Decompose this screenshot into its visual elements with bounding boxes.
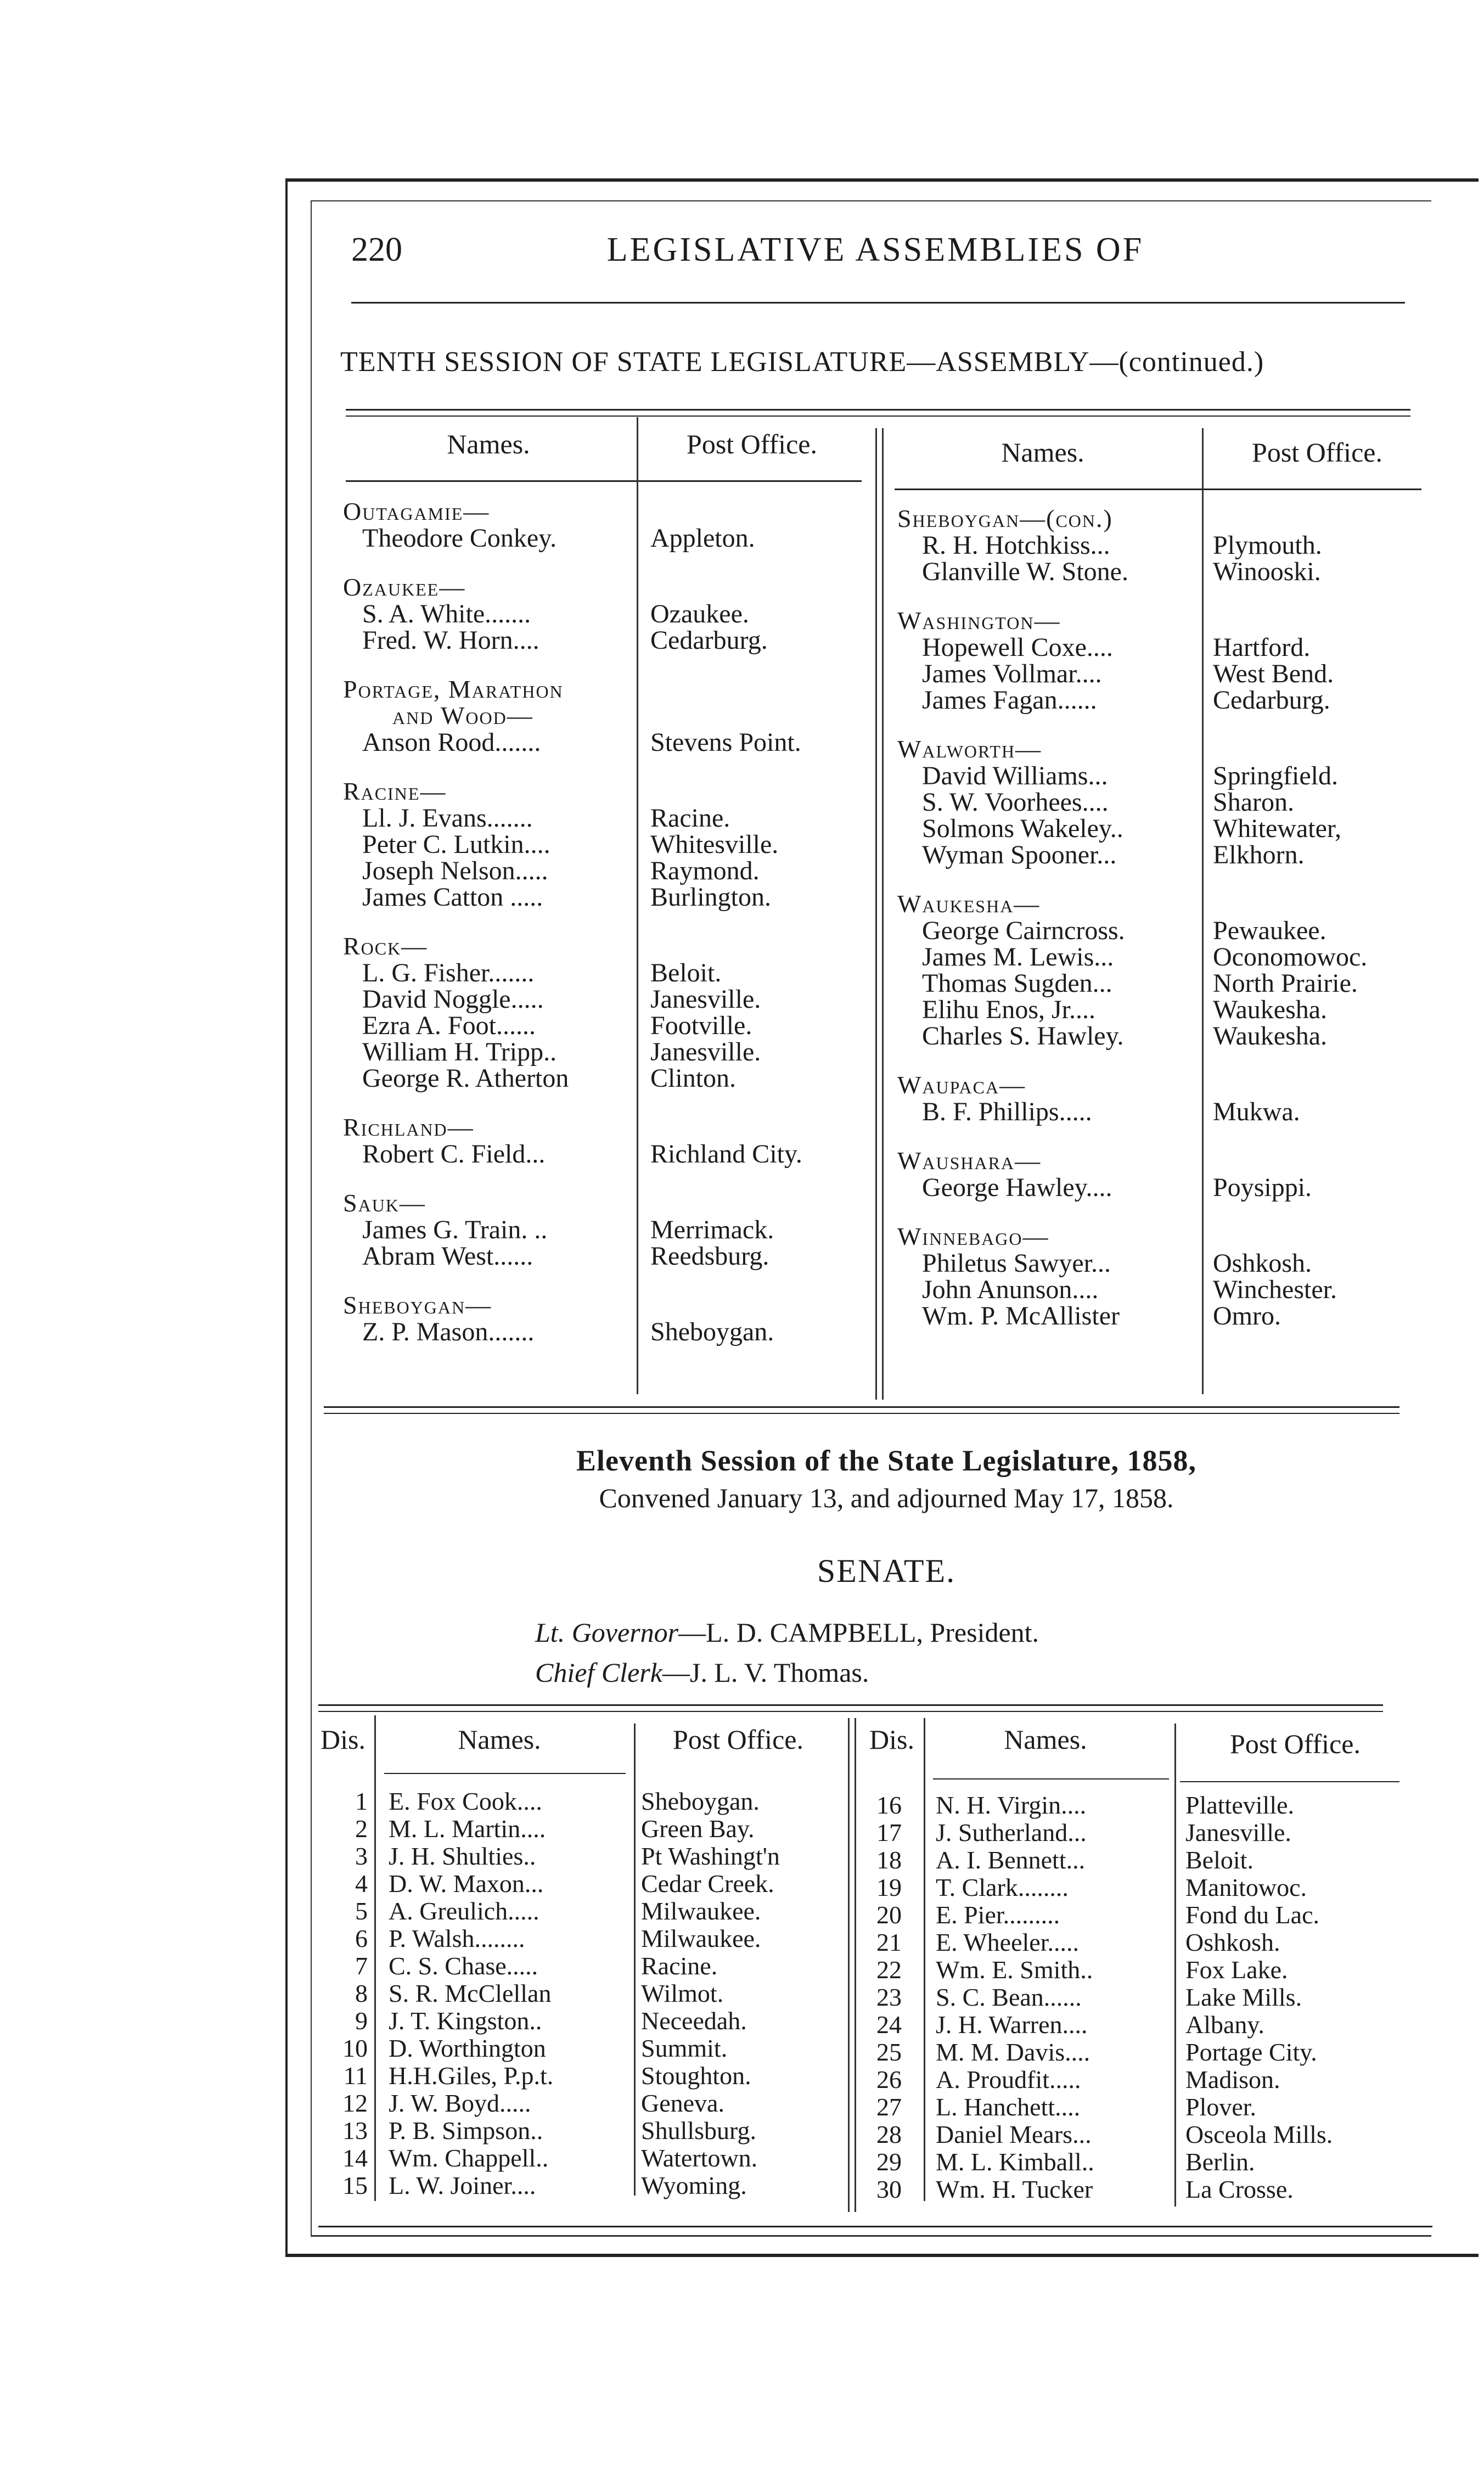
senator-post-office: Osceola Mills. bbox=[1185, 2120, 1333, 2148]
senator-post-office: Summit. bbox=[641, 2034, 728, 2062]
member-post-office: Racine. bbox=[650, 804, 730, 833]
county-name: Walworth— bbox=[897, 735, 1042, 763]
column-divider-middle-2 bbox=[855, 1718, 856, 2212]
member-post-office: Sharon. bbox=[1213, 788, 1294, 817]
member-name: Ll. J. Evans....... bbox=[362, 804, 533, 833]
member-post-office: Oshkosh. bbox=[1213, 1249, 1312, 1278]
member-post-office: Plymouth. bbox=[1213, 531, 1322, 560]
district-number: 21 bbox=[876, 1928, 902, 1956]
member-post-office: Cedarburg. bbox=[650, 626, 768, 655]
member-name: Peter C. Lutkin.... bbox=[362, 830, 550, 859]
lt-governor-value: —L. D. CAMPBELL, President. bbox=[678, 1617, 1039, 1648]
senator-post-office: Plover. bbox=[1185, 2093, 1257, 2121]
header-underline-names-right bbox=[933, 1778, 1169, 1779]
assembly-top-rule-2 bbox=[346, 416, 1410, 417]
county-name-cont: and Wood— bbox=[392, 701, 533, 729]
senator-post-office: Neceedah. bbox=[641, 2007, 747, 2035]
district-number: 24 bbox=[876, 2011, 902, 2039]
member-post-office: Raymond. bbox=[650, 856, 760, 885]
district-number: 6 bbox=[355, 1924, 368, 1952]
member-post-office: North Prairie. bbox=[1213, 969, 1358, 998]
member-post-office: Hartford. bbox=[1213, 633, 1311, 662]
senate-top-rule-1 bbox=[318, 1704, 1383, 1706]
header-underline-left bbox=[346, 480, 862, 482]
senator-post-office: Manitowoc. bbox=[1185, 1873, 1307, 1901]
senator-name: S. C. Bean...... bbox=[936, 1983, 1082, 2011]
page-header bbox=[340, 231, 1410, 274]
district-number: 1 bbox=[355, 1787, 368, 1815]
member-post-office: Clinton. bbox=[650, 1064, 737, 1093]
col-post-right: Post Office. bbox=[1252, 437, 1382, 468]
county-name: Winnebago— bbox=[897, 1222, 1049, 1250]
senator-name: Wm. Chappell.. bbox=[389, 2144, 549, 2172]
eleventh-session-title: Eleventh Session of the State Legislature, 1858, bbox=[576, 1444, 1196, 1477]
senator-post-office: Madison. bbox=[1185, 2065, 1280, 2093]
member-name: James G. Train. .. bbox=[362, 1215, 548, 1244]
member-name: Anson Rood....... bbox=[362, 728, 541, 757]
district-number: 3 bbox=[355, 1842, 368, 1870]
chief-clerk-line bbox=[535, 1657, 869, 1688]
post-divider-left bbox=[634, 1724, 636, 2196]
chief-clerk-value: —J. L. V. Thomas. bbox=[662, 1657, 869, 1688]
district-number: 20 bbox=[876, 1901, 902, 1929]
county-name: Portage, Marathon bbox=[343, 675, 564, 703]
district-number: 17 bbox=[876, 1818, 902, 1846]
district-number: 11 bbox=[343, 2062, 368, 2090]
column-divider-right-post bbox=[1202, 428, 1204, 1394]
senator-name: A. Greulich..... bbox=[389, 1897, 539, 1925]
senator-name: C. S. Chase..... bbox=[389, 1952, 538, 1980]
running-head: LEGISLATIVE ASSEMBLIES OF bbox=[606, 231, 1144, 268]
assembly-bottom-rule-2 bbox=[324, 1413, 1399, 1414]
member-name: Z. P. Mason....... bbox=[362, 1317, 535, 1346]
county-name: Outagamie— bbox=[343, 497, 490, 525]
senator-name: A. I. Bennett... bbox=[936, 1846, 1086, 1874]
senator-post-office: Beloit. bbox=[1185, 1846, 1253, 1874]
district-number: 30 bbox=[876, 2175, 902, 2203]
senator-name: J. T. Kingston.. bbox=[389, 2007, 542, 2035]
district-number: 29 bbox=[876, 2148, 902, 2176]
chief-clerk-label: Chief Clerk bbox=[535, 1657, 662, 1688]
senator-name: D. W. Maxon... bbox=[389, 1870, 544, 1898]
senator-name: L. W. Joiner.... bbox=[389, 2171, 536, 2199]
member-name: James Catton ..... bbox=[362, 883, 543, 912]
member-name: B. F. Phillips..... bbox=[922, 1097, 1092, 1126]
dis-divider-left bbox=[374, 1715, 376, 2201]
col-post-left: Post Office. bbox=[687, 429, 817, 459]
senator-name: E. Fox Cook.... bbox=[389, 1787, 542, 1815]
member-name: John Anunson.... bbox=[922, 1275, 1099, 1304]
senator-name: E. Pier......... bbox=[936, 1901, 1060, 1929]
member-name: George R. Atherton bbox=[362, 1064, 569, 1093]
county-name: Washington— bbox=[897, 607, 1061, 635]
senator-post-office: Racine. bbox=[641, 1952, 718, 1980]
member-post-office: Waukesha. bbox=[1213, 995, 1328, 1024]
senator-post-office: La Crosse. bbox=[1185, 2175, 1294, 2203]
senator-post-office: Lake Mills. bbox=[1185, 1983, 1302, 2011]
senator-post-office: Fox Lake. bbox=[1185, 1956, 1288, 1984]
lt-governor-line bbox=[535, 1616, 1039, 1648]
member-name: Elihu Enos, Jr.... bbox=[922, 995, 1096, 1024]
senator-name: P. B. Simpson.. bbox=[389, 2117, 543, 2145]
senator-post-office: Geneva. bbox=[641, 2089, 724, 2117]
county-name: Sauk— bbox=[343, 1189, 426, 1217]
member-post-office: Janesville. bbox=[650, 1037, 761, 1066]
district-number: 4 bbox=[355, 1870, 368, 1898]
senate-heading: SENATE. bbox=[817, 1553, 956, 1589]
senator-post-office: Shullsburg. bbox=[641, 2117, 757, 2145]
district-number: 15 bbox=[342, 2171, 368, 2199]
member-name: S. A. White....... bbox=[362, 599, 531, 628]
member-name: Wm. P. McAllister bbox=[922, 1301, 1120, 1331]
col-names-left: Names. bbox=[458, 1724, 541, 1755]
member-name: George Cairncross. bbox=[922, 916, 1125, 945]
district-number: 7 bbox=[355, 1952, 368, 1980]
assembly-bottom-rule-1 bbox=[324, 1406, 1399, 1408]
column-divider-middle bbox=[875, 428, 877, 1400]
county-name: Waushara— bbox=[897, 1147, 1042, 1175]
district-number: 16 bbox=[876, 1791, 902, 1819]
dis-divider-right bbox=[924, 1718, 925, 2201]
member-post-office: Footville. bbox=[650, 1011, 752, 1040]
member-name: Thomas Sugden... bbox=[922, 969, 1112, 998]
convened-line: Convened January 13, and adjourned May 17, 1858. bbox=[599, 1483, 1174, 1513]
member-post-office: Merrimack. bbox=[650, 1215, 774, 1244]
member-post-office: Richland City. bbox=[650, 1139, 802, 1169]
member-post-office: Pewaukee. bbox=[1213, 916, 1326, 945]
senator-name: J. H. Warren.... bbox=[936, 2011, 1088, 2039]
senator-name: Wm. H. Tucker bbox=[936, 2175, 1093, 2203]
senator-name: N. H. Virgin.... bbox=[936, 1791, 1087, 1819]
senator-post-office: Cedar Creek. bbox=[641, 1870, 774, 1898]
member-post-office: Whitesville. bbox=[650, 830, 779, 859]
county-name: Waukesha— bbox=[897, 890, 1041, 918]
member-post-office: Cedarburg. bbox=[1213, 686, 1330, 715]
senator-name: M. M. Davis.... bbox=[936, 2038, 1090, 2066]
district-number: 5 bbox=[355, 1897, 368, 1925]
member-name: William H. Tripp.. bbox=[362, 1037, 557, 1066]
county-name: Waupaca— bbox=[897, 1071, 1026, 1099]
member-name: Charles S. Hawley. bbox=[922, 1021, 1124, 1051]
header-underline-names-left bbox=[384, 1773, 626, 1774]
lt-governor-label: Lt. Governor bbox=[535, 1617, 679, 1648]
district-number: 28 bbox=[876, 2120, 902, 2148]
district-number: 13 bbox=[342, 2117, 368, 2145]
header-underline-post-right bbox=[1180, 1781, 1399, 1782]
senator-name: Daniel Mears... bbox=[936, 2120, 1092, 2148]
senator-post-office: Oshkosh. bbox=[1185, 1928, 1280, 1956]
member-post-office: Oconomowoc. bbox=[1213, 942, 1368, 972]
senator-name: J. H. Shulties.. bbox=[389, 1842, 536, 1870]
senator-post-office: Fond du Lac. bbox=[1185, 1901, 1320, 1929]
assembly-title: TENTH SESSION OF STATE LEGISLATURE—ASSEMBLY—(continued.) bbox=[340, 346, 1264, 378]
county-name: Racine— bbox=[343, 777, 447, 805]
page-number: 220 bbox=[351, 231, 402, 268]
district-number: 27 bbox=[876, 2093, 902, 2121]
district-number: 25 bbox=[876, 2038, 902, 2066]
member-name: Robert C. Field... bbox=[362, 1139, 546, 1169]
member-name: Ezra A. Foot...... bbox=[362, 1011, 536, 1040]
member-post-office: Sheboygan. bbox=[650, 1317, 774, 1346]
member-name: David Williams... bbox=[922, 761, 1108, 790]
senate-top-rule-2 bbox=[318, 1711, 1383, 1712]
senator-post-office: Albany. bbox=[1185, 2011, 1264, 2039]
senator-post-office: Milwaukee. bbox=[641, 1897, 761, 1925]
county-name: Richland— bbox=[343, 1113, 474, 1141]
senator-name: Wm. E. Smith.. bbox=[936, 1956, 1093, 1984]
district-number: 9 bbox=[355, 2007, 368, 2035]
member-name: Philetus Sawyer... bbox=[922, 1249, 1111, 1278]
member-post-office: Omro. bbox=[1213, 1301, 1281, 1331]
assembly-top-rule-1 bbox=[346, 409, 1410, 411]
senator-post-office: Wilmot. bbox=[641, 1979, 724, 2007]
column-divider-middle bbox=[848, 1718, 850, 2212]
district-number: 2 bbox=[355, 1815, 368, 1843]
senator-post-office: Berlin. bbox=[1185, 2148, 1255, 2176]
county-name: Sheboygan—(con.) bbox=[897, 504, 1113, 532]
county-name: Ozaukee— bbox=[343, 573, 466, 601]
county-name: Rock— bbox=[343, 932, 428, 960]
member-post-office: Stevens Point. bbox=[650, 728, 801, 757]
senator-post-office: Watertown. bbox=[641, 2144, 758, 2172]
member-name: Glanville W. Stone. bbox=[922, 557, 1128, 586]
member-name: David Noggle..... bbox=[362, 985, 544, 1014]
column-divider-left-post bbox=[637, 417, 638, 1394]
district-number: 23 bbox=[876, 1983, 902, 2011]
district-number: 19 bbox=[876, 1873, 902, 1901]
member-post-office: Reedsburg. bbox=[650, 1242, 769, 1271]
senator-name: M. L. Kimball.. bbox=[936, 2148, 1094, 2176]
senator-post-office: Wyoming. bbox=[641, 2171, 747, 2199]
district-number: 12 bbox=[342, 2089, 368, 2117]
senator-name: E. Wheeler..... bbox=[936, 1928, 1079, 1956]
member-name: S. W. Voorhees.... bbox=[922, 788, 1109, 817]
member-name: R. H. Hotchkiss... bbox=[922, 531, 1110, 560]
county-name: Sheboygan— bbox=[343, 1291, 492, 1319]
member-post-office: Beloit. bbox=[650, 958, 722, 987]
district-number: 14 bbox=[342, 2144, 368, 2172]
member-name: Fred. W. Horn.... bbox=[362, 626, 539, 655]
senator-post-office: Green Bay. bbox=[641, 1815, 755, 1843]
member-name: Theodore Conkey. bbox=[362, 524, 557, 553]
member-post-office: Burlington. bbox=[650, 883, 772, 912]
member-post-office: Whitewater, bbox=[1213, 814, 1341, 843]
member-name: L. G. Fisher....... bbox=[362, 958, 535, 987]
col-names-left: Names. bbox=[447, 429, 530, 459]
member-name: James M. Lewis... bbox=[922, 942, 1114, 972]
senator-name: L. Hanchett.... bbox=[936, 2093, 1081, 2121]
member-post-office: Poysippi. bbox=[1213, 1173, 1312, 1202]
member-post-office: Mukwa. bbox=[1213, 1097, 1300, 1126]
member-name: George Hawley.... bbox=[922, 1173, 1112, 1202]
member-name: Hopewell Coxe.... bbox=[922, 633, 1113, 662]
col-dis-right: Dis. bbox=[869, 1724, 914, 1755]
senator-post-office: Platteville. bbox=[1185, 1791, 1295, 1819]
member-post-office: Appleton. bbox=[650, 524, 755, 553]
senator-post-office: Janesville. bbox=[1185, 1818, 1291, 1846]
district-number: 8 bbox=[355, 1979, 368, 2007]
header-rule bbox=[351, 302, 1405, 304]
senator-name: J. Sutherland... bbox=[936, 1818, 1087, 1846]
post-divider-right bbox=[1174, 1724, 1176, 2207]
senator-name: P. Walsh........ bbox=[389, 1924, 525, 1952]
senate-bottom-rule bbox=[318, 2226, 1432, 2227]
senator-post-office: Milwaukee. bbox=[641, 1924, 761, 1952]
senator-name: H.H.Giles, P.p.t. bbox=[389, 2062, 554, 2090]
senator-name: D. Worthington bbox=[389, 2034, 546, 2062]
senator-post-office: Stoughton. bbox=[641, 2062, 751, 2090]
member-name: James Fagan...... bbox=[922, 686, 1097, 715]
member-post-office: Winooski. bbox=[1213, 557, 1321, 586]
column-divider-middle-2 bbox=[882, 428, 884, 1400]
district-number: 10 bbox=[342, 2034, 368, 2062]
senator-name: T. Clark........ bbox=[936, 1873, 1069, 1901]
header-underline-right bbox=[895, 489, 1421, 490]
col-post-left: Post Office. bbox=[673, 1724, 803, 1755]
col-post-right: Post Office. bbox=[1230, 1728, 1361, 1759]
member-name: James Vollmar.... bbox=[922, 659, 1102, 688]
senator-name: J. W. Boyd..... bbox=[389, 2089, 531, 2117]
member-post-office: Waukesha. bbox=[1213, 1021, 1328, 1051]
member-post-office: Winchester. bbox=[1213, 1275, 1337, 1304]
member-name: Wyman Spooner... bbox=[922, 840, 1117, 869]
senator-post-office: Pt Washingt'n bbox=[641, 1842, 780, 1870]
senator-post-office: Sheboygan. bbox=[641, 1787, 760, 1815]
district-number: 22 bbox=[876, 1956, 902, 1984]
member-post-office: Springfield. bbox=[1213, 761, 1338, 790]
col-names-right: Names. bbox=[1004, 1724, 1087, 1755]
member-post-office: Janesville. bbox=[650, 985, 761, 1014]
member-name: Joseph Nelson..... bbox=[362, 856, 548, 885]
district-number: 18 bbox=[876, 1846, 902, 1874]
member-name: Abram West...... bbox=[362, 1242, 533, 1271]
col-dis-left: Dis. bbox=[321, 1724, 366, 1755]
senator-post-office: Portage City. bbox=[1185, 2038, 1317, 2066]
senator-name: A. Proudfit..... bbox=[936, 2065, 1081, 2093]
member-post-office: West Bend. bbox=[1213, 659, 1334, 688]
senator-name: S. R. McClellan bbox=[389, 1979, 552, 2007]
member-post-office: Ozaukee. bbox=[650, 599, 749, 628]
member-post-office: Elkhorn. bbox=[1213, 840, 1305, 869]
col-names-right: Names. bbox=[1001, 437, 1084, 468]
member-name: Solmons Wakeley.. bbox=[922, 814, 1123, 843]
senator-name: M. L. Martin.... bbox=[389, 1815, 546, 1843]
district-number: 26 bbox=[876, 2065, 902, 2093]
